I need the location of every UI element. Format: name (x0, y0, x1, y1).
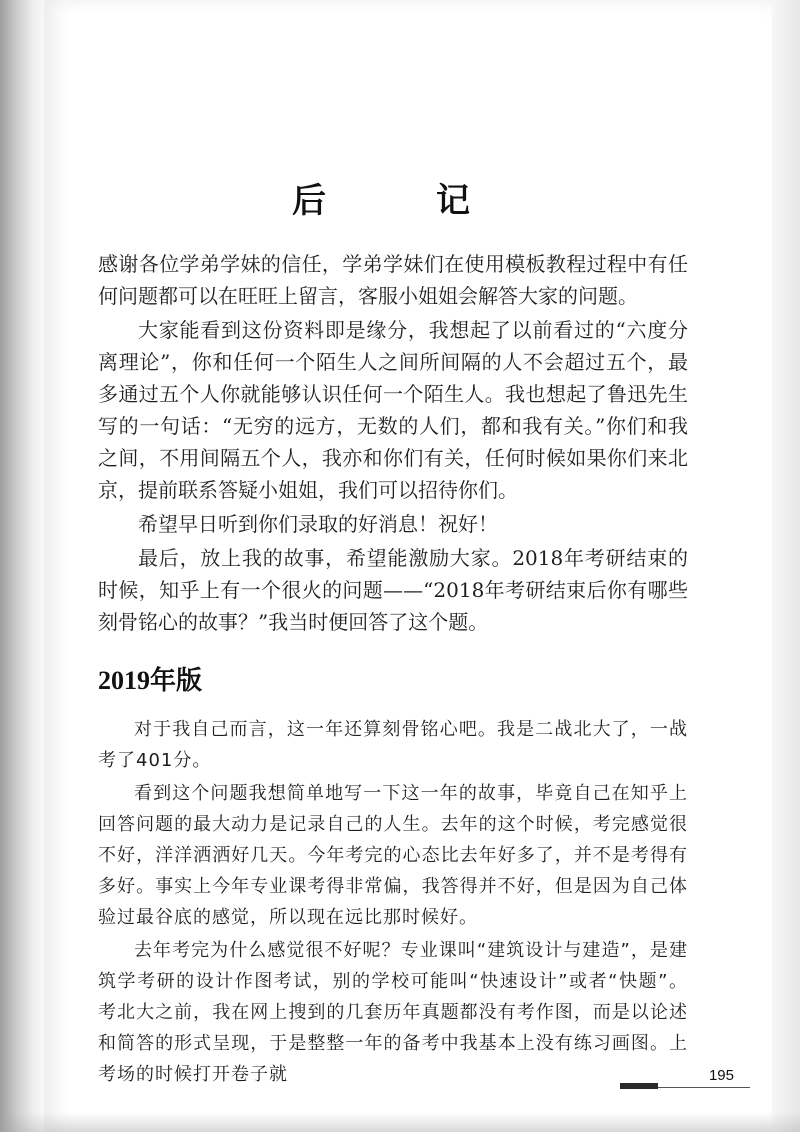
footer-decoration (620, 1083, 750, 1091)
paragraph-story-intro: 最后，放上我的故事，希望能激励大家。2018年考研结束的时候，知乎上有一个很火的问题——“2018年考研结束后你有哪些刻骨铭心的故事？”我当时便回答了这个题。 (98, 546, 688, 634)
footer-solid-bar (620, 1083, 658, 1089)
paragraph-good-news: 希望早日听到你们录取的好消息！祝好！ (138, 512, 498, 536)
paragraph-story-2: 看到这个问题我想简单地写一下这一年的故事，毕竟自己在知乎上回答问题的最大动力是记录自己的人生。去年的这个时候，考完感觉很不好，洋洋洒洒好几天。今年考完的心态比去年好多了，并不是考得有多好。事实上今年专业课考得非常偏，我答得并不好，但是因为自己体验过最谷底的感觉，所以现在远比那时候好。 (98, 783, 688, 928)
footer-thin-line (658, 1087, 750, 1088)
page-title: 后 记 (292, 180, 508, 221)
page-number: 195 (708, 1067, 734, 1084)
paragraph-thanks: 感谢各位学弟学妹的信任，学弟学妹们在使用模板教程过程中有任何问题都可以在旺旺上留言，客服小姐姐会解答大家的问题。 (98, 252, 688, 308)
paragraph-story-3: 去年考完为什么感觉很不好呢？专业课叫“建筑设计与建造”，是建筑学考研的设计作图考试，别的学校可能叫“快速设计”或者“快题”。考北大之前，我在网上搜到的几套历年真题都没有考作图，而是以论述和简答的形式呈现，于是整整一年的备考中我基本上没有练习画图。上考场的时候打开卷子就 (98, 940, 688, 1085)
afterword-body (98, 248, 688, 638)
section-title-2019: 2019年版 (98, 666, 203, 695)
paragraph-six-degrees: 大家能看到这份资料即是缘分，我想起了以前看过的“六度分离理论”，你和任何一个陌生人之间所间隔的人不会超过五个，最多通过五个人你就能够认识任何一个陌生人。我也想起了鲁迅先生写的一句话：“无穷的远方，无数的人们，都和我有关。”你们和我之间，不用间隔五个人，我亦和你们有关，任何时候如果你们来北京，提前联系答疑小姐姐，我们可以招待你们。 (98, 318, 688, 502)
story-body (98, 714, 688, 1090)
paragraph-story-1: 对于我自己而言，这一年还算刻骨铭心吧。我是二战北大了，一战考了401分。 (98, 719, 688, 771)
page-bottom-shadow (0, 1112, 800, 1132)
